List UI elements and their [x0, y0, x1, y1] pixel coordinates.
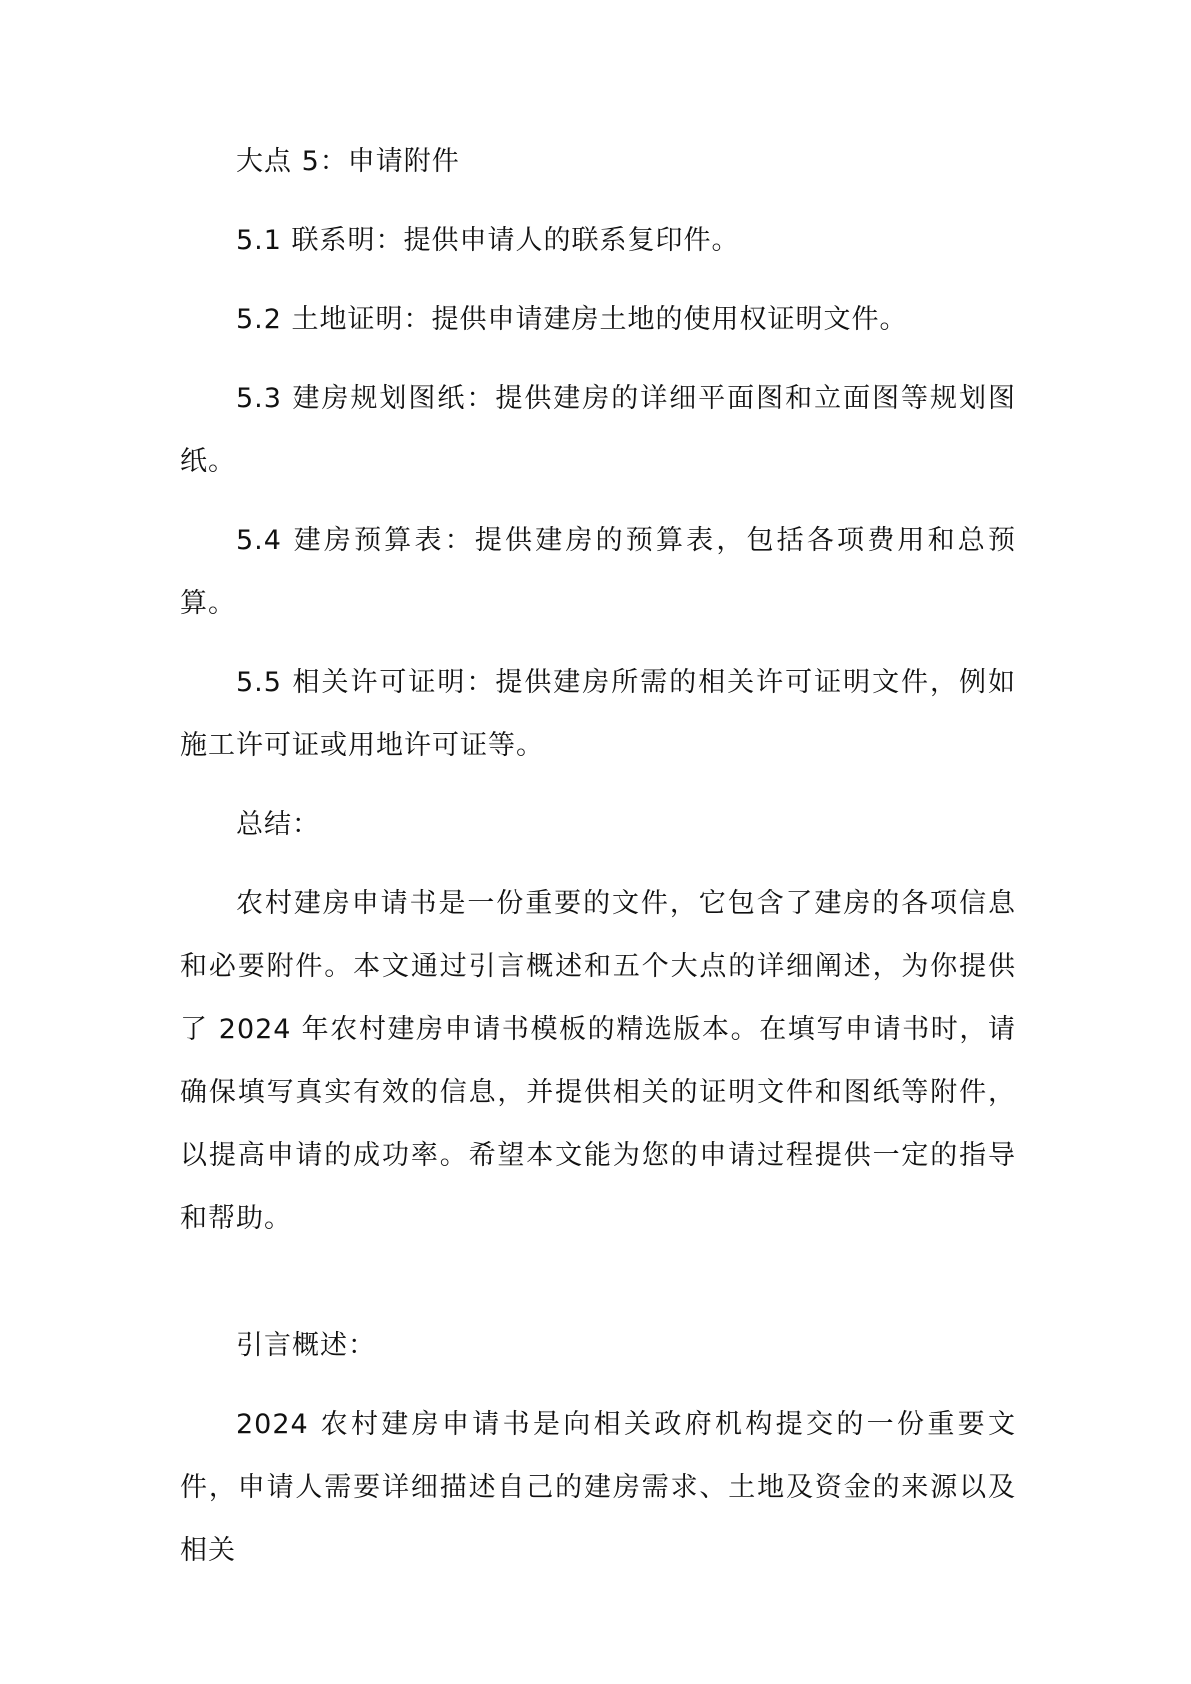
summary-paragraph: 农村建房申请书是一份重要的文件，它包含了建房的各项信息和必要附件。本文通过引言概述和五个大点的详细阐述，为你提供了 2024 年农村建房申请书模板的精选版本。在填写申请书时，请确保填写真实有效的信息，并提供相关的证明文件和图纸等附件，以提高申请的成功率。希望本文能为您的申请过程提供一定的指导和帮助。 — [180, 888, 1016, 1234]
list-item-permits: 5.5 相关许可证明：提供建房所需的相关许可证明文件，例如施工许可证或用地许可证等。 — [180, 667, 1016, 761]
list-item-contact-proof: 5.1 联系明：提供申请人的联系复印件。 — [236, 225, 740, 256]
list-item-budget-table: 5.4 建房预算表：提供建房的预算表，包括各项费用和总预算。 — [180, 525, 1016, 619]
section-heading-attachments: 大点 5：申请附件 — [236, 146, 460, 177]
list-item-land-certificate: 5.2 土地证明：提供申请建房土地的使用权证明文件。 — [236, 304, 908, 335]
intro-heading: 引言概述： — [236, 1330, 376, 1361]
list-item-planning-drawings: 5.3 建房规划图纸：提供建房的详细平面图和立面图等规划图纸。 — [180, 383, 1016, 477]
document-body — [180, 130, 1016, 1598]
summary-heading: 总结： — [236, 809, 320, 840]
intro-paragraph: 2024 农村建房申请书是向相关政府机构提交的一份重要文件，申请人需要详细描述自己的建房需求、土地及资金的来源以及相关 — [180, 1409, 1016, 1566]
